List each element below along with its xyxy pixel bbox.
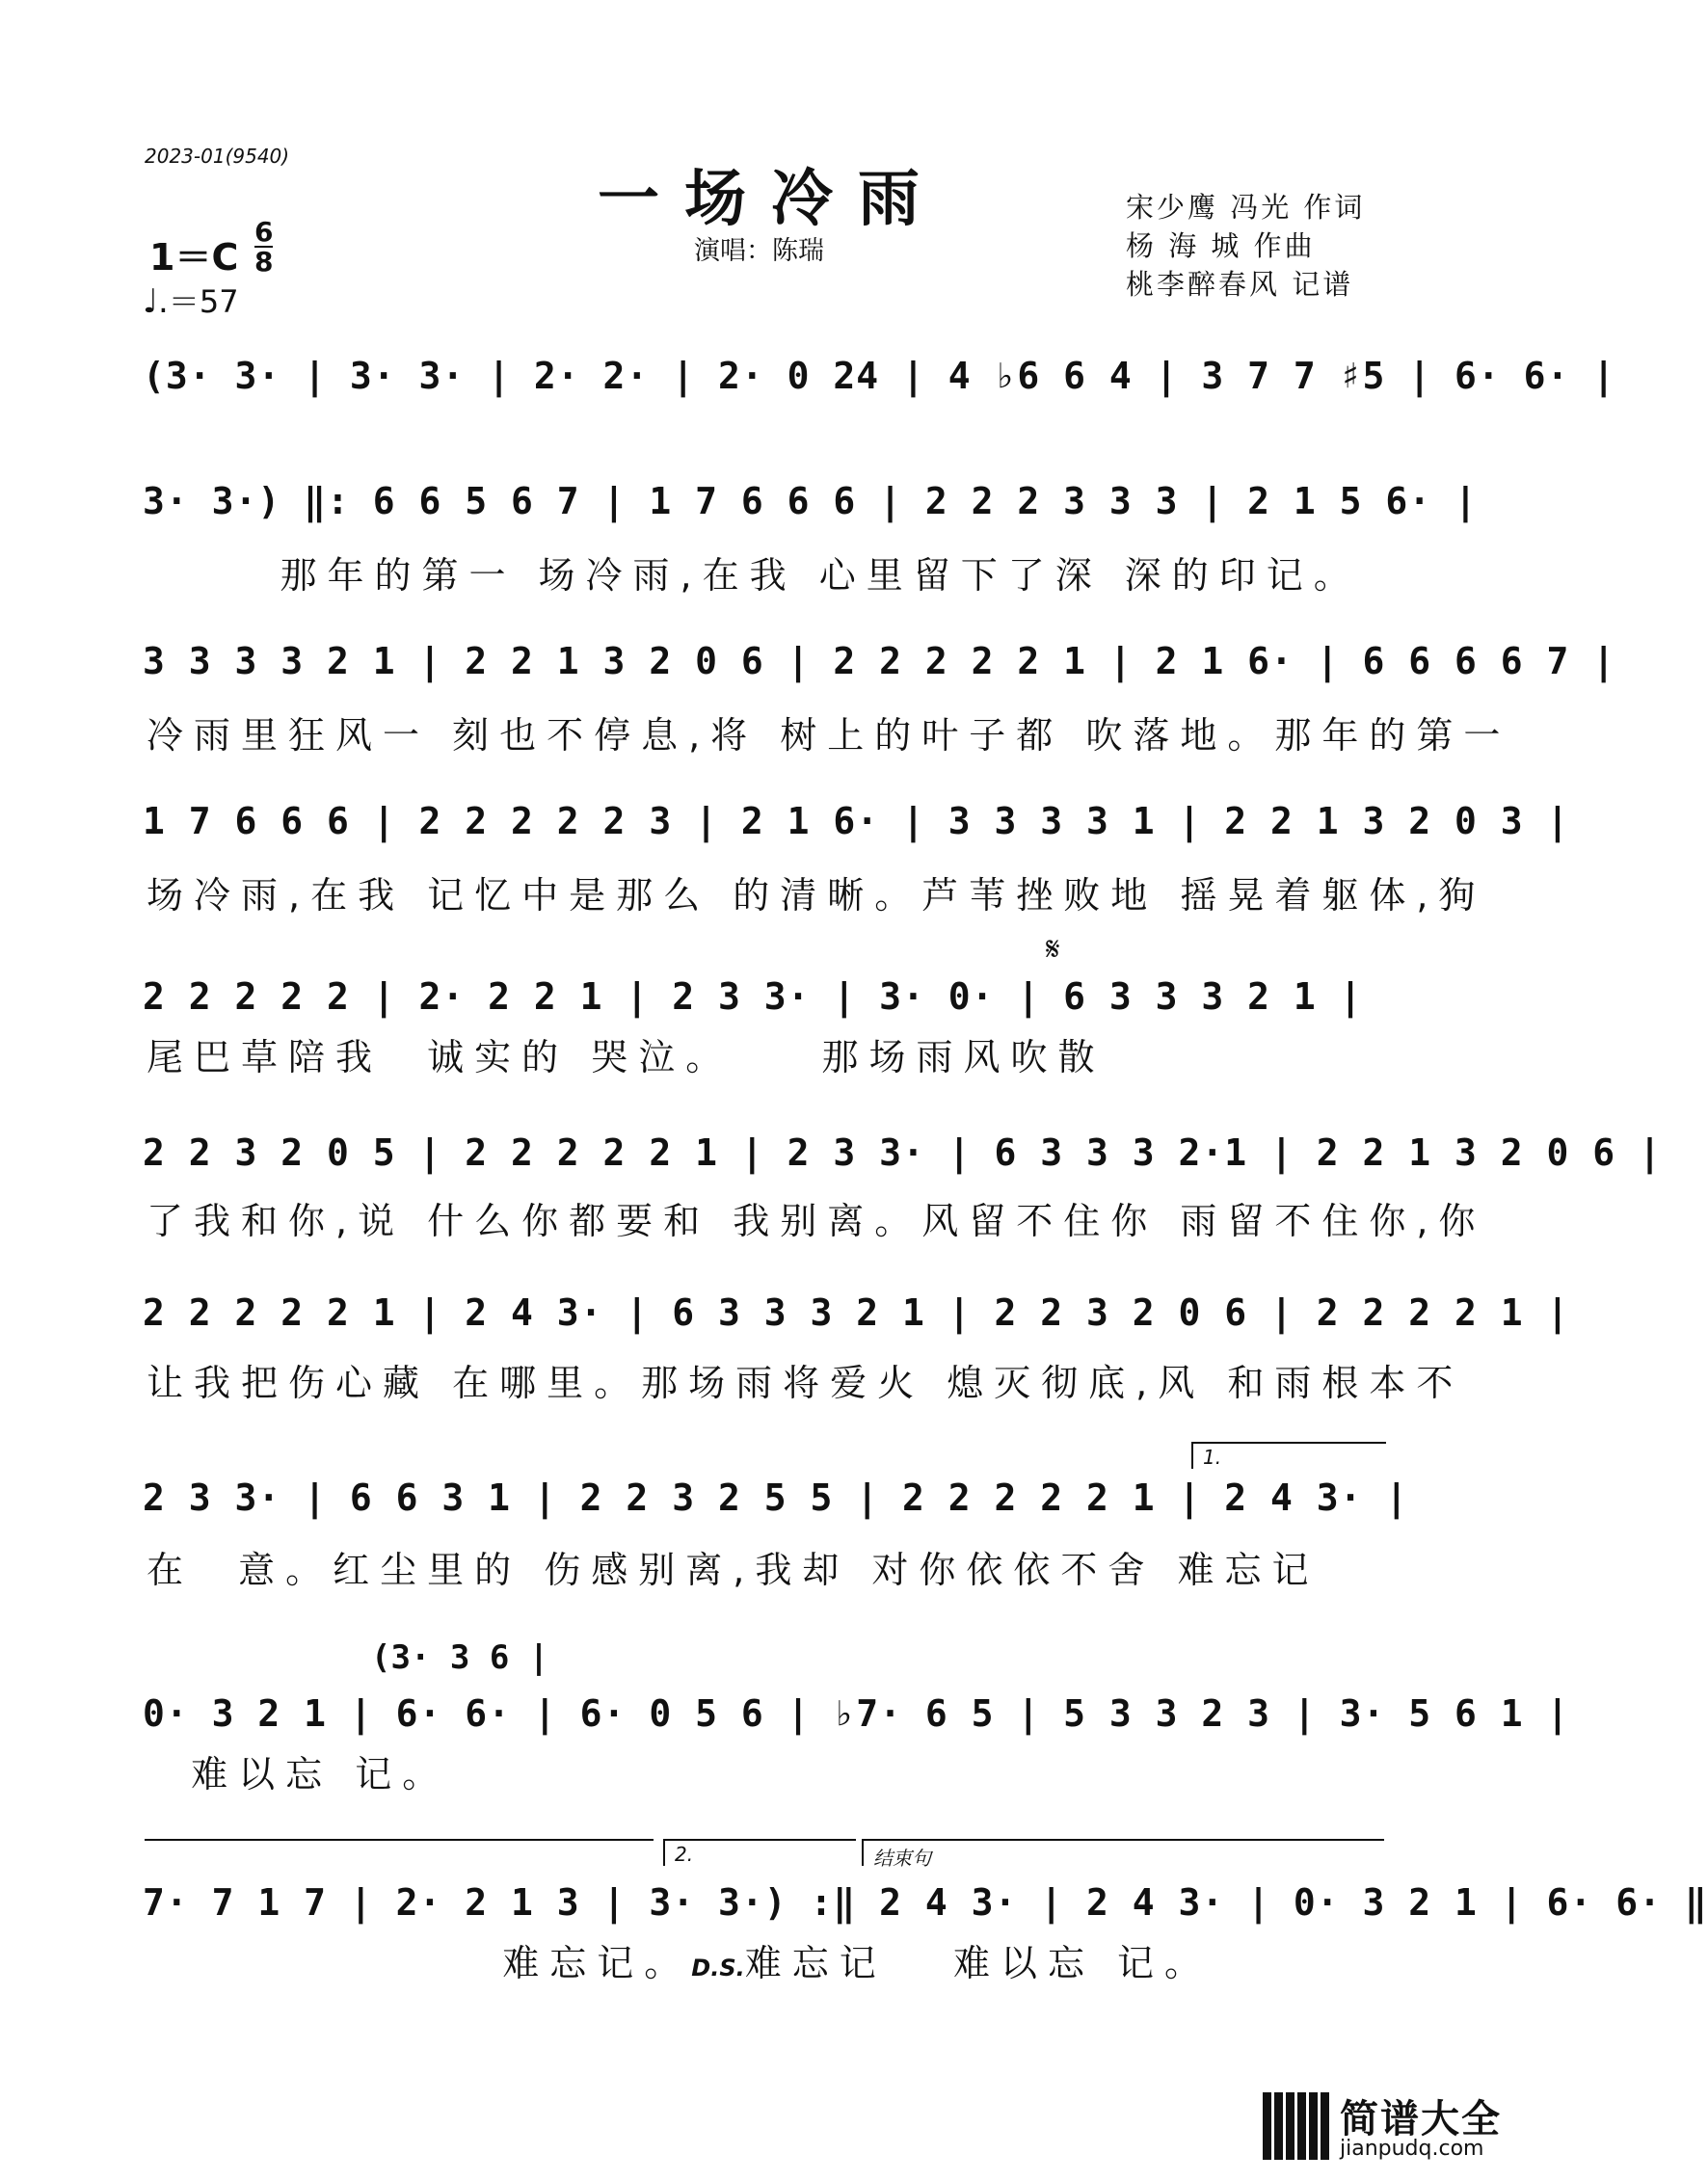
system-9-notes: 0· 3 2 1 | 6· 6· | 6· 0 5 6 | ♭7· 6 5 | 5 3 3 2 3 | 3· 5 6 1 | xyxy=(143,1692,1570,1735)
singer-credit: 演唱：陈瑞 xyxy=(694,236,824,266)
coda-label: 结束句 xyxy=(873,1847,931,1870)
lyricist-credit: 宋少鹰 冯光 作词 xyxy=(1126,191,1366,224)
system-7-notes: 2 2 2 2 2 1 | 2 4 3· | 6 3 3 3 2 1 | 2 2 3 2 0 6 | 2 2 2 2 1 | xyxy=(143,1291,1570,1334)
watermark-url: jianpudq.com xyxy=(1340,2137,1484,2161)
tempo-value: ＝57 xyxy=(168,283,239,320)
system-3-notes: 3 3 3 3 2 1 | 2 2 1 3 2 0 6 | 2 2 2 2 2 1 | 2 1 6· | 6 6 6 6 7 | xyxy=(143,640,1616,682)
system-1-notes: (3· 3· | 3· 3· | 2· 2· | 2· 0 24 | 4 ♭6 6 4 | 3 7 7 ♯5 | 6· 6· | xyxy=(143,355,1616,397)
system-8-lyrics: 在 意。红尘里的 伤感别离,我却 对你依依不舍 难忘记 xyxy=(147,1549,1320,1591)
composer-credits xyxy=(1126,188,1365,304)
transcriber-credit: 桃李醉春风 记谱 xyxy=(1126,268,1354,301)
repeat-bracket-line xyxy=(145,1839,654,1866)
system-10-lyrics-end: 难忘记 难以忘 记。 xyxy=(744,1942,1213,1984)
key-signature: 1＝C xyxy=(149,236,239,279)
watermark-logo xyxy=(1263,2088,1523,2166)
system-8-notes: 2 3 3· | 6 6 3 1 | 2 2 3 2 5 5 | 2 2 2 2 2 1 | 2 4 3· | xyxy=(143,1476,1409,1519)
time-numerator: 6 xyxy=(254,216,274,248)
dotted-quarter-note-icon: ♩. xyxy=(143,282,169,321)
piano-keys-icon xyxy=(1263,2092,1330,2160)
system-3-lyrics: 冷雨里狂风一 刻也不停息,将 树上的叶子都 吹落地。那年的第一 xyxy=(147,714,1511,757)
first-ending-bracket xyxy=(1191,1442,1386,1469)
coda-bracket xyxy=(862,1839,1384,1870)
ds-marking: D.S. xyxy=(691,1955,745,1982)
system-10-lyrics-start: 难忘记。 xyxy=(147,1942,692,1984)
system-2-lyrics: 那年的第一 场冷雨,在我 心里留下了深 深的印记。 xyxy=(147,554,1361,597)
system-10-lyrics xyxy=(147,1933,1400,1986)
tempo-marking xyxy=(143,278,239,322)
system-10-notes: 7· 7 1 7 | 2· 2 1 3 | 3· 3·) :‖ 2 4 3· | 2 4 3· | 0· 3 2 1 | 6· 6· ‖ xyxy=(143,1881,1708,1924)
segno-sign: 𝄋 xyxy=(1046,930,1060,969)
second-ending-label: 2. xyxy=(675,1843,694,1866)
system-5-lyrics: 尾巴草陪我 诚实的 哭泣。 那场雨风吹散 xyxy=(147,1036,1106,1078)
first-ending-label: 1. xyxy=(1203,1446,1222,1469)
system-5-notes: 2 2 2 2 2 | 2· 2 2 1 | 2 3 3· | 3· 0· | 6 3 3 3 2 1 | xyxy=(143,975,1363,1018)
watermark-name: 简谱大全 xyxy=(1340,2097,1502,2141)
song-title: 一场冷雨 xyxy=(598,163,945,235)
alternate-measure: (3· 3 6 | xyxy=(371,1638,549,1677)
system-6-notes: 2 2 3 2 0 5 | 2 2 2 2 2 1 | 2 3 3· | 6 3 3 3 2·1 | 2 2 1 3 2 0 6 | xyxy=(143,1131,1662,1174)
system-2-notes: 3· 3·) ‖: 6 6 5 6 7 | 1 7 6 6 6 | 2 2 2 3 3 3 | 2 1 5 6· | xyxy=(143,480,1478,522)
catalog-code: 2023-01(9540) xyxy=(145,145,290,168)
time-signature xyxy=(254,218,273,276)
system-6-lyrics: 了我和你,说 什么你都要和 我别离。风留不住你 雨留不住你,你 xyxy=(147,1200,1486,1242)
system-4-lyrics: 场冷雨,在我 记忆中是那么 的清晰。芦苇挫败地 摇晃着躯体,狗 xyxy=(147,874,1486,917)
system-9-lyrics: 难以忘 记。 xyxy=(147,1753,450,1795)
system-7-lyrics: 让我把伤心藏 在哪里。那场雨将爱火 熄灭彻底,风 和雨根本不 xyxy=(147,1362,1464,1404)
second-ending-bracket xyxy=(663,1839,856,1866)
time-denominator: 8 xyxy=(254,246,274,278)
composer-credit: 杨 海 城 作曲 xyxy=(1126,229,1316,262)
system-4-notes: 1 7 6 6 6 | 2 2 2 2 2 3 | 2 1 6· | 3 3 3 3 1 | 2 2 1 3 2 0 3 | xyxy=(143,800,1570,842)
